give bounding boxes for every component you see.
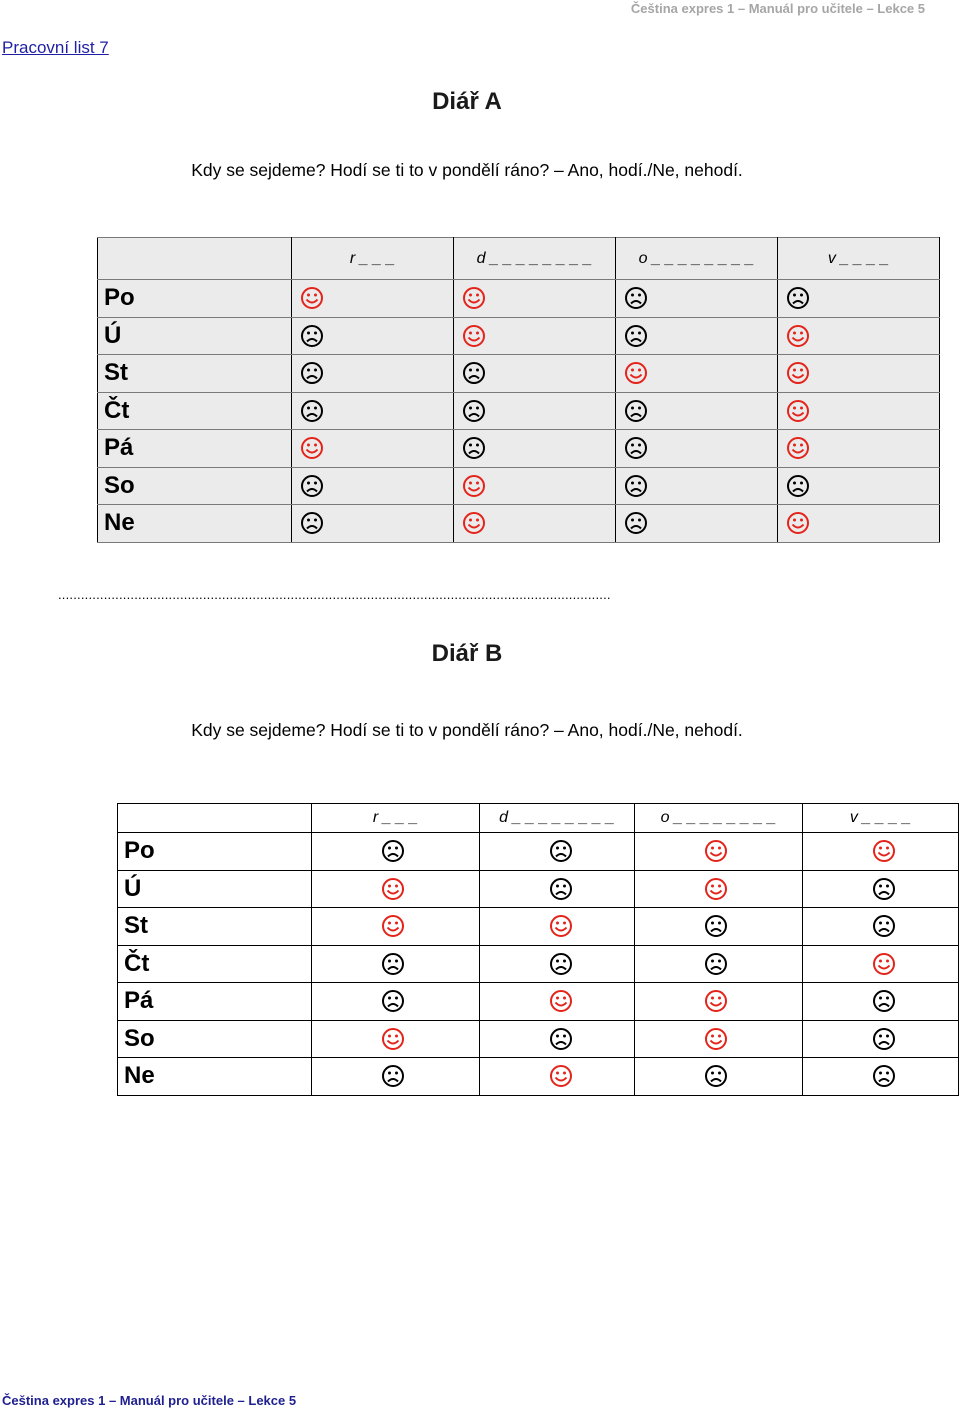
availability-cell: [454, 280, 616, 318]
sad-face-icon: [872, 1027, 896, 1051]
happy-face-icon: [872, 839, 896, 863]
happy-face-icon: [872, 952, 896, 976]
day-label: Čt: [98, 392, 292, 430]
availability-cell: [803, 1058, 959, 1096]
column-header: v _ _ _ _: [778, 238, 940, 280]
availability-cell: [616, 505, 778, 543]
table-row: [98, 280, 940, 318]
availability-cell: [480, 870, 635, 908]
availability-cell: [635, 1020, 803, 1058]
diary-a-table: [97, 237, 940, 543]
happy-face-icon: [381, 877, 405, 901]
availability-cell: [480, 908, 635, 946]
table-row: [118, 1058, 959, 1096]
availability-cell: [454, 317, 616, 355]
sad-face-icon: [872, 989, 896, 1013]
availability-cell: [616, 280, 778, 318]
sad-face-icon: [381, 989, 405, 1013]
availability-cell: [616, 317, 778, 355]
availability-cell: [778, 280, 940, 318]
sad-face-icon: [624, 286, 648, 310]
sad-face-icon: [624, 474, 648, 498]
availability-cell: [480, 1058, 635, 1096]
availability-cell: [292, 467, 454, 505]
availability-cell: [635, 833, 803, 871]
happy-face-icon: [704, 877, 728, 901]
sad-face-icon: [462, 399, 486, 423]
happy-face-icon: [462, 286, 486, 310]
happy-face-icon: [624, 361, 648, 385]
column-header: v _ _ _ _: [803, 804, 959, 833]
availability-cell: [635, 945, 803, 983]
day-label: Ú: [98, 317, 292, 355]
availability-cell: [616, 392, 778, 430]
availability-cell: [778, 467, 940, 505]
day-label: Po: [118, 833, 312, 871]
availability-cell: [616, 355, 778, 393]
availability-cell: [803, 983, 959, 1021]
availability-cell: [480, 1020, 635, 1058]
sad-face-icon: [549, 952, 573, 976]
availability-cell: [312, 983, 480, 1021]
availability-cell: [778, 317, 940, 355]
day-label: St: [118, 908, 312, 946]
table-row: [118, 1020, 959, 1058]
day-label: So: [98, 467, 292, 505]
availability-cell: [778, 430, 940, 468]
sad-face-icon: [462, 361, 486, 385]
happy-face-icon: [549, 1064, 573, 1088]
happy-face-icon: [786, 399, 810, 423]
page-header: Čeština expres 1 – Manuál pro učitele – Lekce 5: [630, 1, 925, 16]
sad-face-icon: [300, 474, 324, 498]
availability-cell: [778, 355, 940, 393]
availability-cell: [803, 945, 959, 983]
table-row: [98, 467, 940, 505]
happy-face-icon: [549, 914, 573, 938]
table-row: [118, 945, 959, 983]
sad-face-icon: [786, 474, 810, 498]
column-header: r _ _ _: [312, 804, 480, 833]
sad-face-icon: [704, 914, 728, 938]
availability-cell: [292, 355, 454, 393]
worksheet-link[interactable]: Pracovní list 7: [2, 38, 109, 57]
table-row: [98, 430, 940, 468]
happy-face-icon: [381, 1027, 405, 1051]
availability-cell: [292, 317, 454, 355]
column-header: o _ _ _ _ _ _ _ _: [616, 238, 778, 280]
diary-a-header-row: [98, 238, 940, 280]
availability-cell: [312, 1058, 480, 1096]
sad-face-icon: [624, 324, 648, 348]
column-header: d _ _ _ _ _ _ _ _: [454, 238, 616, 280]
happy-face-icon: [786, 436, 810, 460]
page-footer: Čeština expres 1 – Manuál pro učitele – Lekce 5: [2, 1393, 297, 1408]
availability-cell: [480, 945, 635, 983]
availability-cell: [803, 1020, 959, 1058]
table-row: [118, 833, 959, 871]
sad-face-icon: [300, 361, 324, 385]
availability-cell: [635, 983, 803, 1021]
day-label: Pá: [118, 983, 312, 1021]
availability-cell: [635, 908, 803, 946]
sad-face-icon: [300, 324, 324, 348]
happy-face-icon: [704, 989, 728, 1013]
diary-b-question: Kdy se sejdeme? Hodí se ti to v pondělí ráno? – Ano, hodí./Ne, nehodí.: [191, 720, 743, 740]
column-header: r _ _ _: [292, 238, 454, 280]
happy-face-icon: [462, 474, 486, 498]
table-row: [98, 392, 940, 430]
availability-cell: [778, 392, 940, 430]
day-label: So: [118, 1020, 312, 1058]
availability-cell: [803, 870, 959, 908]
sad-face-icon: [624, 511, 648, 535]
availability-cell: [480, 983, 635, 1021]
day-label: Pá: [98, 430, 292, 468]
happy-face-icon: [786, 324, 810, 348]
availability-cell: [454, 430, 616, 468]
dotted-separator: .................................................................................................................................................: [58, 590, 611, 600]
diary-b-title: Diář B: [431, 640, 503, 667]
happy-face-icon: [462, 511, 486, 535]
day-label: Ne: [98, 505, 292, 543]
happy-face-icon: [786, 511, 810, 535]
availability-cell: [312, 870, 480, 908]
availability-cell: [312, 945, 480, 983]
table-row: [118, 983, 959, 1021]
availability-cell: [454, 467, 616, 505]
sad-face-icon: [704, 952, 728, 976]
availability-cell: [454, 355, 616, 393]
table-row: [98, 317, 940, 355]
availability-cell: [454, 392, 616, 430]
availability-cell: [778, 505, 940, 543]
day-label: Po: [98, 280, 292, 318]
sad-face-icon: [549, 839, 573, 863]
sad-face-icon: [549, 1027, 573, 1051]
availability-cell: [803, 833, 959, 871]
column-header: o _ _ _ _ _ _ _ _: [635, 804, 803, 833]
sad-face-icon: [786, 286, 810, 310]
diary-b-table: [117, 803, 959, 1096]
sad-face-icon: [300, 511, 324, 535]
availability-cell: [480, 833, 635, 871]
availability-cell: [454, 505, 616, 543]
table-row: [118, 908, 959, 946]
availability-cell: [635, 1058, 803, 1096]
sad-face-icon: [549, 877, 573, 901]
table-row: [98, 355, 940, 393]
availability-cell: [292, 430, 454, 468]
corner-cell: [98, 238, 292, 280]
availability-cell: [312, 908, 480, 946]
sad-face-icon: [704, 1064, 728, 1088]
sad-face-icon: [872, 914, 896, 938]
table-row: [118, 870, 959, 908]
happy-face-icon: [704, 1027, 728, 1051]
sad-face-icon: [381, 952, 405, 976]
table-row: [98, 505, 940, 543]
diary-a-question: Kdy se sejdeme? Hodí se ti to v pondělí ráno? – Ano, hodí./Ne, nehodí.: [191, 160, 743, 180]
sad-face-icon: [381, 839, 405, 863]
happy-face-icon: [704, 839, 728, 863]
availability-cell: [635, 870, 803, 908]
availability-cell: [312, 1020, 480, 1058]
happy-face-icon: [300, 436, 324, 460]
availability-cell: [292, 505, 454, 543]
corner-cell: [118, 804, 312, 833]
happy-face-icon: [786, 361, 810, 385]
availability-cell: [292, 280, 454, 318]
day-label: Ne: [118, 1058, 312, 1096]
happy-face-icon: [300, 286, 324, 310]
sad-face-icon: [624, 399, 648, 423]
sad-face-icon: [872, 1064, 896, 1088]
sad-face-icon: [381, 1064, 405, 1088]
day-label: St: [98, 355, 292, 393]
availability-cell: [312, 833, 480, 871]
day-label: Čt: [118, 945, 312, 983]
availability-cell: [292, 392, 454, 430]
happy-face-icon: [381, 914, 405, 938]
sad-face-icon: [872, 877, 896, 901]
diary-a-title: Diář A: [432, 88, 502, 115]
availability-cell: [803, 908, 959, 946]
day-label: Ú: [118, 870, 312, 908]
sad-face-icon: [300, 399, 324, 423]
availability-cell: [616, 467, 778, 505]
sad-face-icon: [624, 436, 648, 460]
sad-face-icon: [462, 436, 486, 460]
column-header: d _ _ _ _ _ _ _ _: [480, 804, 635, 833]
happy-face-icon: [549, 989, 573, 1013]
happy-face-icon: [462, 324, 486, 348]
availability-cell: [616, 430, 778, 468]
diary-b-header-row: [118, 804, 959, 833]
